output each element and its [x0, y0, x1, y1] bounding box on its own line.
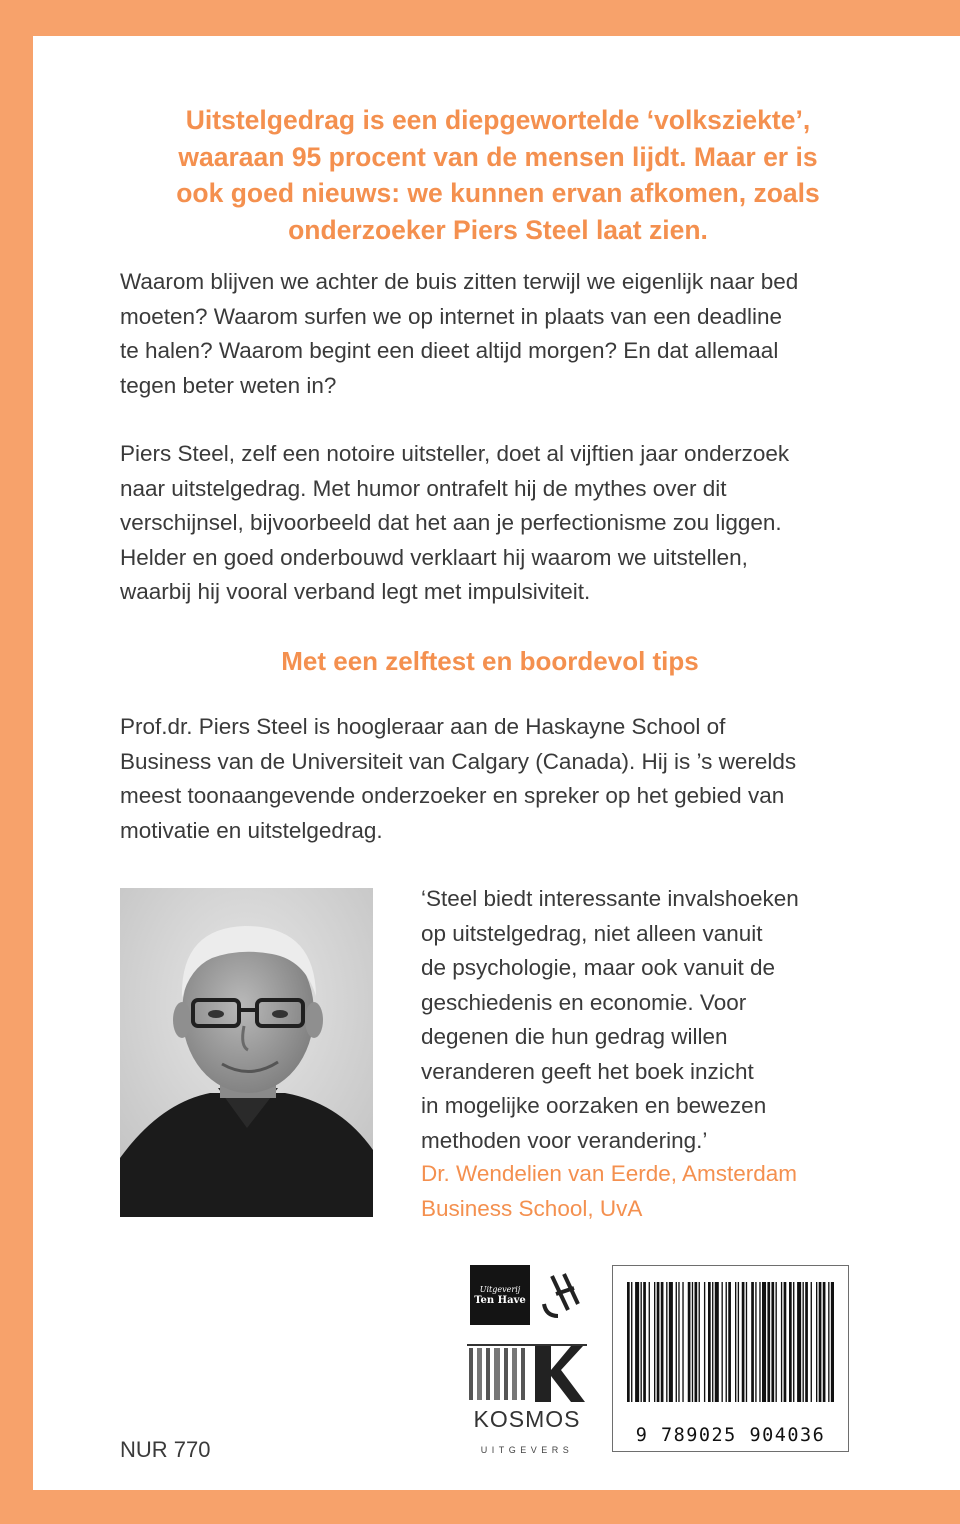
barcode-bar	[676, 1282, 677, 1402]
barcode-bar	[728, 1282, 731, 1402]
barcode-bar	[649, 1282, 650, 1402]
barcode-bar	[755, 1282, 756, 1402]
barcode-bar	[738, 1282, 739, 1402]
kosmos-logo-icon	[467, 1340, 587, 1404]
barcode-bar	[631, 1282, 632, 1402]
barcode-bar	[811, 1282, 812, 1402]
review-quote: ‘Steel biedt interessante invalshoeken op uitstelgedrag, niet alleen vanuit de psychologie, maar ook vanuit de geschiedenis en economie. Voor degenen die hun gedrag willen veranderen geeft het boek inzicht in mogelijke oorzaken en bewezen methoden voor verandering.’	[421, 886, 799, 1153]
barcode-bar	[781, 1282, 782, 1402]
barcode-bar	[726, 1282, 727, 1402]
barcode-bar	[643, 1282, 646, 1402]
isbn-number: 9 789025 904036	[635, 1425, 826, 1446]
barcode-icon	[627, 1282, 834, 1402]
kosmos-subtitle: UITGEVERS	[480, 1445, 574, 1455]
barcode-bar	[751, 1282, 754, 1402]
barcode-bar	[762, 1282, 766, 1402]
barcode-bar	[704, 1282, 705, 1402]
barcode-bar	[669, 1282, 673, 1402]
nur-code: NUR 770	[120, 1437, 211, 1462]
barcode-bar	[715, 1282, 719, 1402]
barcode-bar	[793, 1282, 794, 1402]
tagline: Uitstelgedrag is een diepgewortelde ‘volksziekte’, waaraan 95 procent van de mensen lijdt. Maar er is ook goed nieuws: we kunnen ervan afkomen, zoals onderzoeker Piers Steel laat zien.	[176, 105, 820, 245]
barcode-bar	[805, 1282, 808, 1402]
ten-have-logo-small-text: Uitgeverij	[479, 1285, 521, 1294]
barcode-bar	[771, 1282, 774, 1402]
quote-source: Dr. Wendelien van Eerde, Amsterdam Business School, UvA	[421, 1161, 798, 1221]
barcode-bar	[678, 1282, 679, 1402]
barcode-bar	[712, 1282, 713, 1402]
back-cover	[33, 36, 960, 1490]
intro-paragraph: Waarom blijven we achter de buis zitten terwijl we eigenlijk naar bed moeten? Waarom surfen we op internet in plaats van een deadline te halen? Waarom begint een dieet altijd morgen? En dat allemaal tegen beter weten in?	[120, 269, 799, 398]
barcode-bar	[767, 1282, 770, 1402]
barcode	[612, 1265, 849, 1452]
barcode-bar	[692, 1282, 693, 1402]
author-portrait-icon	[120, 888, 373, 1217]
author-bio: Prof.dr. Piers Steel is hoogleraar aan de Haskayne School of Business van de Universiteit van Calgary (Canada). Hij is ’s werelds meest toonaangevende onderzoeker en spreker op het gebied van motivatie en uitstelgedrag.	[120, 714, 797, 843]
barcode-bar	[742, 1282, 745, 1402]
barcode-bar	[657, 1282, 660, 1402]
barcode-bar	[699, 1282, 700, 1402]
barcode-bar	[735, 1282, 736, 1402]
barcode-bar	[688, 1282, 691, 1402]
barcode-bar	[695, 1282, 698, 1402]
barcode-bar	[635, 1282, 639, 1402]
barcode-bar	[641, 1282, 642, 1402]
kosmos-name: KOSMOS	[473, 1406, 581, 1432]
ten-have-logo	[470, 1265, 530, 1325]
description-paragraph: Piers Steel, zelf een notoire uitsteller, doet al vijftien jaar onderzoek naar uitstelgedrag. Met humor ontrafelt hij de mythes over dit verschijnsel, bijvoorbeeld dat het aan je perfectionisme zou liggen. Helder en goed onderbouwd verklaart hij waarom we uitstellen, waarbij hij vooral verband legt met impulsiviteit.	[120, 441, 790, 604]
barcode-bar	[654, 1282, 655, 1402]
barcode-bar	[803, 1282, 804, 1402]
barcode-bar	[759, 1282, 760, 1402]
barcode-bar	[708, 1282, 711, 1402]
barcode-bar	[797, 1282, 801, 1402]
barcode-bar	[831, 1282, 834, 1402]
ten-have-logo-big-text: Ten Have	[474, 1295, 526, 1306]
barcode-bar	[722, 1282, 723, 1402]
barcode-bar	[776, 1282, 777, 1402]
barcode-bar	[682, 1282, 683, 1402]
barcode-bar	[819, 1282, 822, 1402]
subheading: Met een zelftest en boordevol tips	[281, 646, 699, 676]
barcode-bar	[627, 1282, 630, 1402]
author-photo	[120, 888, 373, 1217]
barcode-bar	[828, 1282, 829, 1402]
barcode-bar	[823, 1282, 826, 1402]
barcode-bar	[666, 1282, 667, 1402]
barcode-bar	[746, 1282, 747, 1402]
h-mark-logo-icon	[538, 1272, 582, 1320]
barcode-bar	[816, 1282, 817, 1402]
barcode-bar	[789, 1282, 792, 1402]
barcode-bar	[784, 1282, 787, 1402]
barcode-bar	[661, 1282, 664, 1402]
